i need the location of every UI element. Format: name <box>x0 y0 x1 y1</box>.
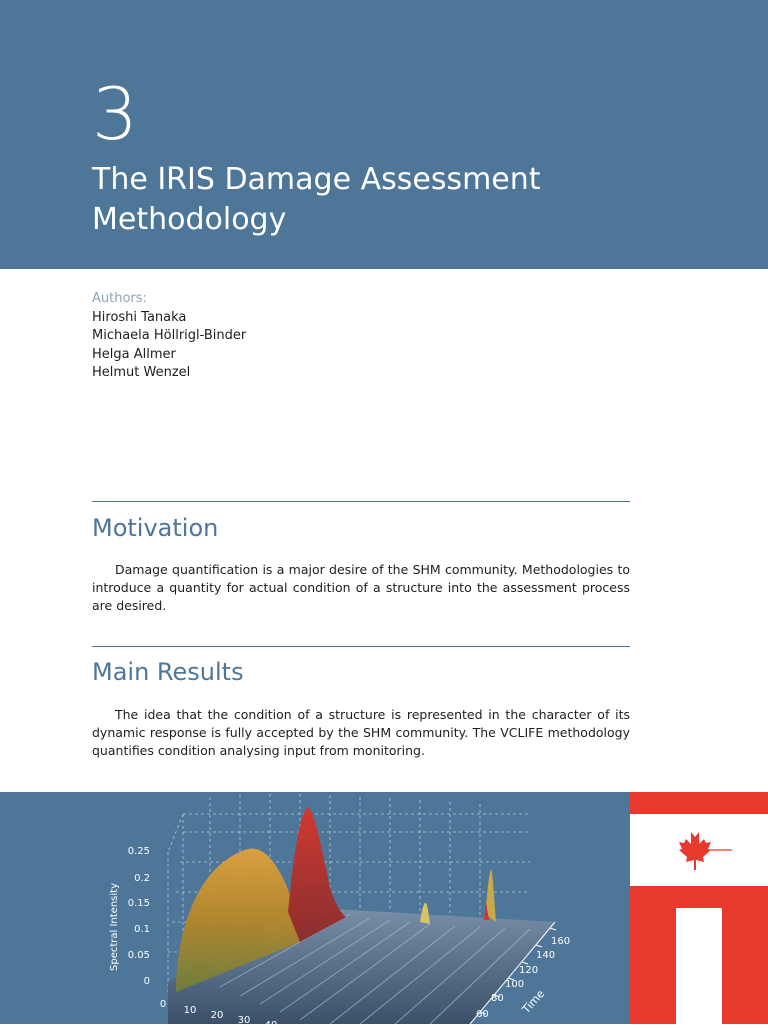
y-tick-label: 120 <box>519 965 539 976</box>
chapter-title: The IRIS Damage Assessment Methodology <box>92 162 541 237</box>
z-tick-label: 0.15 <box>127 898 150 909</box>
z-tick-label: 0.25 <box>127 846 150 857</box>
chapter-number: 3 <box>92 72 137 156</box>
y-axis-label: Time <box>519 987 548 1017</box>
chapter-header <box>0 0 768 269</box>
y-tick-label: 140 <box>536 950 556 961</box>
authors-label: Authors: <box>92 291 147 306</box>
austria-flag-icon <box>630 908 768 1024</box>
motivation-body: Damage quantification is a major desire of the SHM community. Methodologies to introduce a quantity for actual condition of a structure into the assessment process are desired. <box>92 562 630 614</box>
z-axis-label: Spectral Intensity <box>109 883 120 971</box>
y-tick-label: 160 <box>551 936 571 947</box>
section-divider <box>92 646 630 647</box>
y-tick-label: 100 <box>505 979 525 990</box>
z-tick-label: 0.2 <box>134 873 150 884</box>
x-tick-label: 10 <box>183 1005 197 1016</box>
z-tick-label: 0.1 <box>134 924 150 935</box>
flag-panel <box>630 792 768 1024</box>
z-tick-label: 0 <box>143 976 150 987</box>
author-name: Michaela Höllrigl-Binder <box>92 328 247 343</box>
main-results-heading: Main Results <box>92 658 244 686</box>
main-results-body: The idea that the condition of a structure is represented in the character of its dynamic response is fully accepted by the SHM community. The VCLIFE methodology quantifies condition analysing input from monitoring. <box>92 707 630 759</box>
authors-block <box>92 290 246 383</box>
section-divider <box>92 501 630 502</box>
motivation-heading: Motivation <box>92 514 219 542</box>
surface-peak-small <box>420 903 430 924</box>
surface-plot <box>0 792 630 1028</box>
x-tick-label: 20 <box>210 1010 224 1021</box>
author-name: Helmut Wenzel <box>92 365 191 380</box>
spectral-intensity-figure <box>0 792 630 1028</box>
y-tick-label: 60 <box>476 1009 489 1020</box>
author-name: Helga Allmer <box>92 346 176 362</box>
x-tick-label: 0 <box>159 999 167 1010</box>
x-tick-label: 40 <box>264 1020 278 1028</box>
author-name: Hiroshi Tanaka <box>92 309 187 325</box>
y-tick-label: 80 <box>491 993 504 1004</box>
z-tick-label: 0.05 <box>127 950 150 961</box>
x-tick-label: 30 <box>237 1015 251 1026</box>
canada-flag-icon <box>630 792 768 908</box>
